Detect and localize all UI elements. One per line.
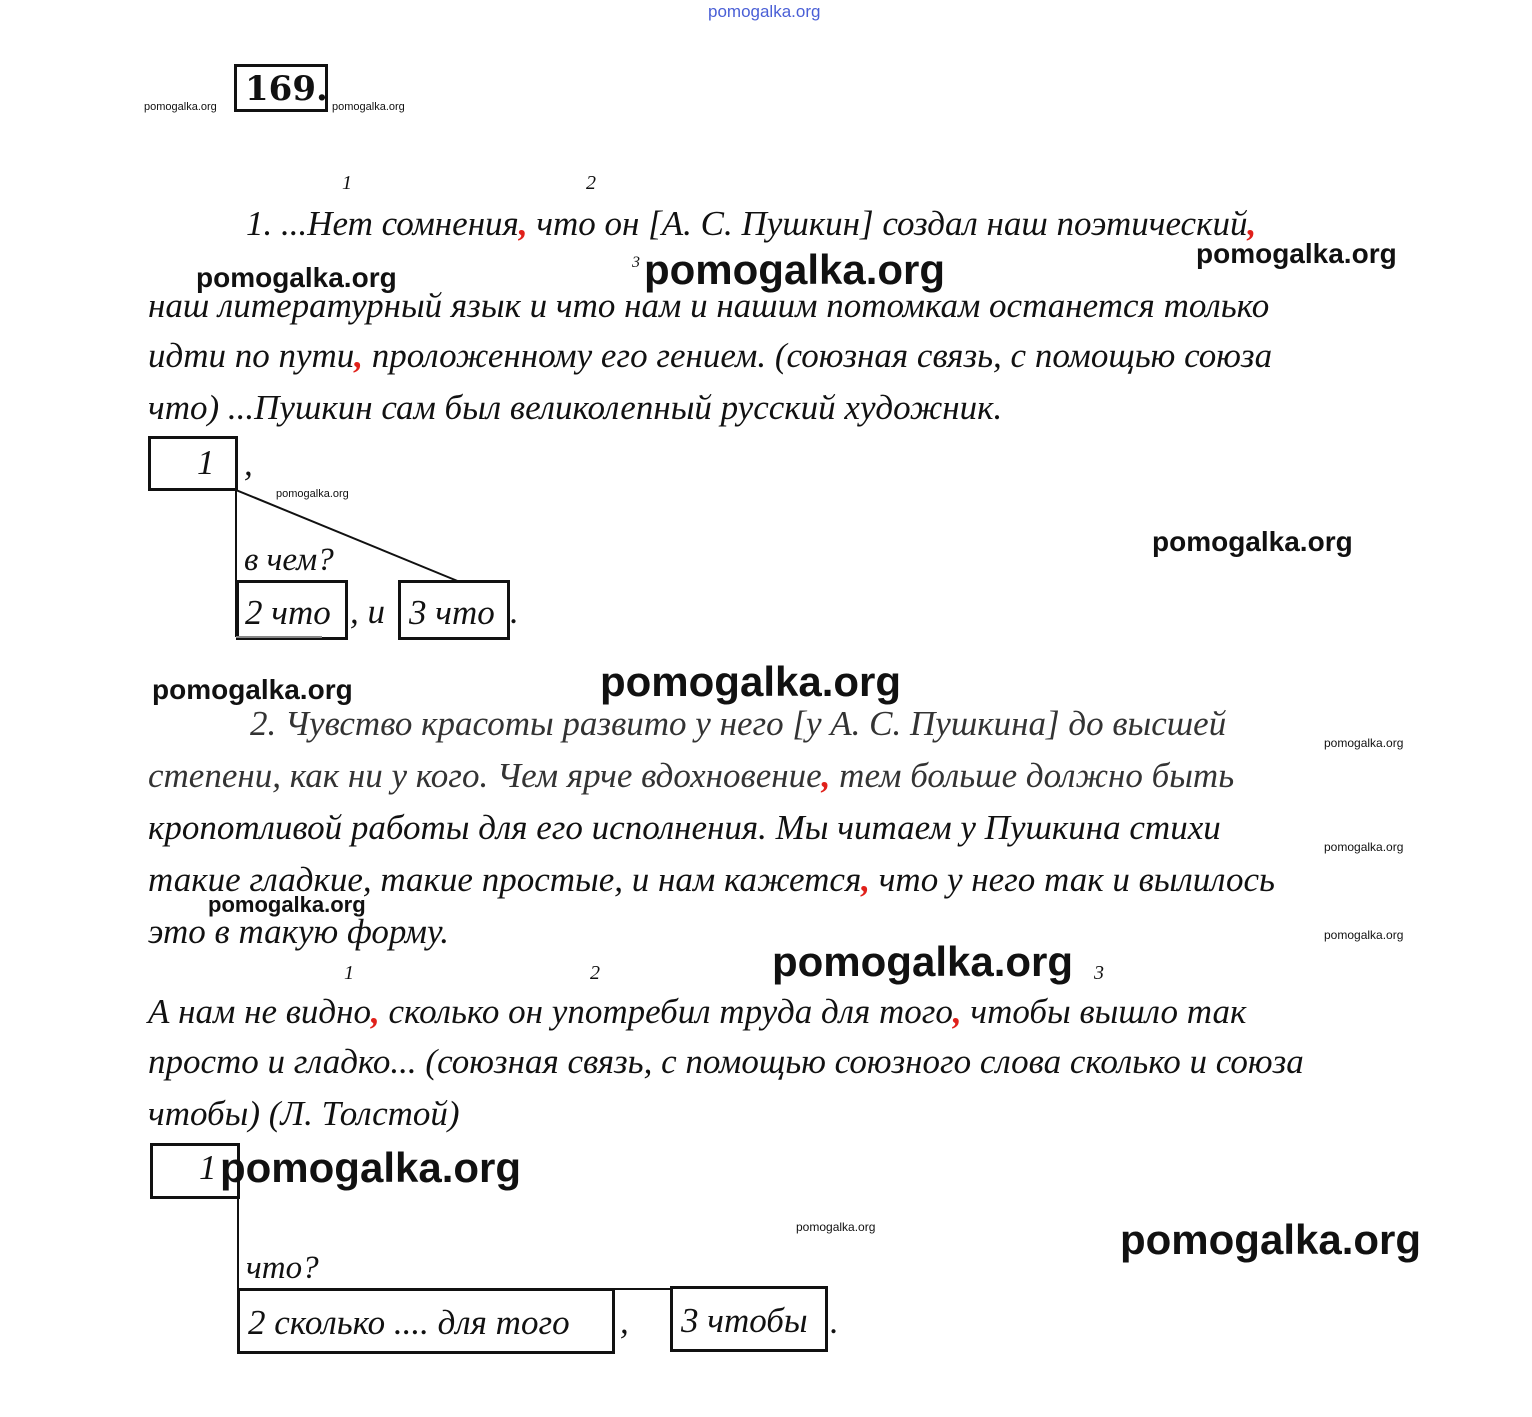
- watermark: pomogalka.org: [772, 938, 1074, 985]
- text-fragment: что он [А. С. Пушкин] создал наш поэтический: [527, 204, 1248, 243]
- text-fragment: 1. ...Нет сомнения: [246, 204, 519, 243]
- text-fragment: что у него так и вылилось: [869, 860, 1275, 899]
- watermark: pomogalka.org: [1324, 928, 1404, 942]
- p1-line-3: [148, 338, 1272, 373]
- p2-line-8: чтобы) (Л. Толстой): [148, 1094, 460, 1133]
- scheme1-comma: ,: [244, 444, 253, 483]
- text-fragment: степени, как ни у кого. Чем ярче вдохновение: [148, 756, 822, 795]
- p2-line-5: это в такую форму.: [148, 912, 450, 951]
- p2-line-6: [148, 994, 1246, 1029]
- clause-label: 3 что: [409, 593, 495, 632]
- p2-line-3: кропотливой работы для его исполнения. Мы читаем у Пушкина стихи: [148, 808, 1221, 847]
- p2-line-1: 2. Чувство красоты развито у него [у А. С. Пушкина] до высшей: [250, 704, 1227, 743]
- scheme2-connector-line: [237, 1197, 239, 1291]
- watermark: pomogalka.org: [1324, 840, 1404, 854]
- watermark: pomogalka.org: [644, 246, 946, 293]
- clause-number: 1: [197, 443, 215, 482]
- red-comma: ,: [518, 204, 528, 243]
- scheme1-clause-box-3: [398, 580, 510, 640]
- watermark: pomogalka.org: [1120, 1216, 1422, 1263]
- scheme1-main-clause-box: [148, 436, 238, 491]
- clause-marker: 1: [342, 172, 352, 194]
- scheme1-question: в чем?: [244, 542, 334, 578]
- clause-number: 1: [199, 1148, 217, 1187]
- scheme1-clause-box-2: [236, 580, 348, 640]
- red-comma: ,: [952, 992, 962, 1031]
- watermark: pomogalka.org: [1196, 238, 1397, 269]
- clause-label: 2 сколько .... для того: [248, 1303, 570, 1342]
- scheme1-underline: [236, 636, 322, 638]
- text-fragment: А нам не видно: [148, 992, 371, 1031]
- scheme2-period: .: [830, 1302, 839, 1341]
- watermark: pomogalka.org: [1324, 736, 1404, 750]
- scheme2-between: ,: [620, 1302, 629, 1341]
- clause-label: 2 что: [245, 593, 331, 632]
- scheme2-clause-box-3: [670, 1286, 828, 1352]
- p1-line-1: [246, 206, 1256, 241]
- scheme1-period: .: [510, 592, 519, 631]
- p1-line-4: что) ...Пушкин сам был великолепный русский художник.: [148, 388, 1003, 427]
- scheme1-between: , и: [350, 592, 385, 631]
- text-fragment: такие гладкие, такие простые, и нам кажется: [148, 860, 862, 899]
- scheme2-bridge-line: [612, 1288, 672, 1290]
- task-number-box: [234, 64, 328, 112]
- watermark: pomogalka.org: [220, 1144, 522, 1191]
- red-comma: ,: [1247, 204, 1257, 243]
- watermark: pomogalka.org: [796, 1220, 876, 1234]
- watermark: pomogalka.org: [152, 674, 353, 705]
- p1-line-2: наш литературный язык и что нам и нашим потомкам останется только: [148, 286, 1270, 325]
- clause-marker: 2: [590, 962, 600, 984]
- text-fragment: проложенному его гением. (союзная связь, с помощью союза: [363, 336, 1273, 375]
- clause-marker: 1: [344, 962, 354, 984]
- p2-line-7: просто и гладко... (союзная связь, с помощью союзного слова сколько и союза: [148, 1042, 1304, 1081]
- watermark: pomogalka.org: [276, 488, 349, 500]
- watermark: pomogalka.org: [600, 658, 902, 705]
- red-comma: ,: [354, 336, 364, 375]
- text-fragment: идти по пути: [148, 336, 355, 375]
- watermark: pomogalka.org: [1152, 526, 1353, 557]
- clause-marker: 2: [586, 172, 596, 194]
- watermark: pomogalka.org: [332, 101, 405, 113]
- red-comma: ,: [821, 756, 831, 795]
- p2-line-2: [148, 758, 1234, 793]
- task-number-dot: .: [315, 69, 328, 109]
- watermark: pomogalka.org: [144, 101, 217, 113]
- text-fragment: чтобы вышло так: [961, 992, 1247, 1031]
- text-fragment: сколько он употребил труда для того: [379, 992, 953, 1031]
- clause-marker: 3: [632, 254, 640, 271]
- red-comma: ,: [371, 992, 380, 1031]
- site-header-link[interactable]: pomogalka.org: [708, 2, 821, 21]
- watermark: pomogalka.org: [208, 892, 366, 917]
- red-comma: ,: [861, 860, 870, 899]
- clause-label: 3 чтобы: [681, 1301, 808, 1340]
- scheme2-clause-box-2: [237, 1288, 615, 1354]
- text-fragment: тем больше должно быть: [830, 756, 1235, 795]
- watermark: pomogalka.org: [196, 262, 397, 293]
- scheme2-question: что?: [246, 1250, 319, 1286]
- clause-marker: 3: [1094, 962, 1104, 984]
- task-number: 169: [245, 69, 316, 109]
